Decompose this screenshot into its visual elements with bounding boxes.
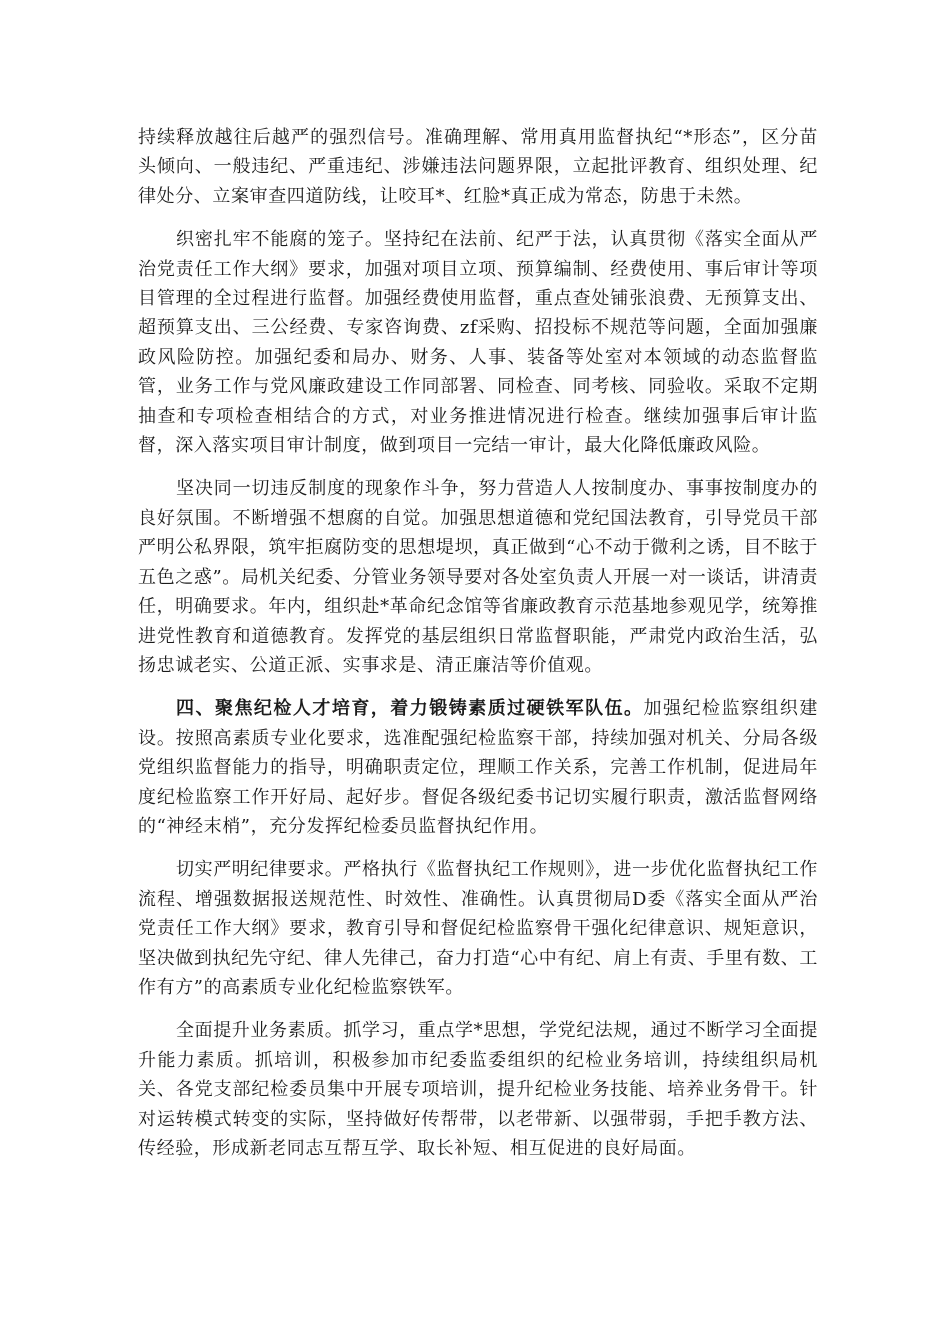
paragraph-6 bbox=[138, 1016, 818, 1163]
section-four-heading: 四、聚焦纪检人才培育，着力锻铸素质过硬铁军队伍。 bbox=[176, 698, 644, 720]
paragraph-6-text: 全面提升业务素质。抓学习，重点学*思想，学党纪法规，通过不断学习全面提升能力素质。抓培训，积极参加市纪委监委组织的纪检业务培训，持续组织局机关、各党支部纪检委员集中开展专项培训，提升纪检业务技能、培养业务骨干。针对运转模式转变的实际，坚持做好传帮带，以老带新、以强带弱，手把手教方法、传经验，形成新老同志互帮互学、取长补短、相互促进的良好局面。 bbox=[138, 1020, 818, 1159]
paragraph-4 bbox=[138, 694, 818, 841]
paragraph-5 bbox=[138, 855, 818, 1002]
paragraph-2-text: 织密扎牢不能腐的笼子。坚持纪在法前、纪严于法，认真贯彻《落实全面从严治党责任工作大纲》要求，加强对项目立项、预算编制、经费使用、事后审计等项目管理的全过程进行监督。加强经费使用监督，重点查处铺张浪费、无预算支出、超预算支出、三公经费、专家咨询费、zf采购、招投标不规范等问题，全面加强廉政风险防控。加强纪委和局办、财务、人事、装备等处室对本领域的动态监督监管，业务工作与党风廉政建设工作同部署、同检查、同考核、同验收。采取不定期抽查和专项检查相结合的方式，对业务推进情况进行检查。继续加强事后审计监督，深入落实项目审计制度，做到项目一完结一审计，最大化降低廉政风险。 bbox=[138, 229, 818, 457]
paragraph-1 bbox=[138, 123, 818, 211]
paragraph-1-text: 持续释放越往后越严的强烈信号。准确理解、常用真用监督执纪“*形态”，区分苗头倾向、一般违纪、严重违纪、涉嫌违法问题界限，立起批评教育、组织处理、纪律处分、立案审查四道防线，让咬耳*、红脸*真正成为常态，防患于未然。 bbox=[138, 127, 818, 207]
paragraph-3 bbox=[138, 474, 818, 680]
paragraph-4-text: 加强纪检监察组织建设。按照高素质专业化要求，选准配强纪检监察干部，持续加强对机关、分局各级党组织监督能力的指导，明确职责定位，理顺工作关系，完善工作机制，促进局年度纪检监察工作开好局、起好步。督促各级纪委书记切实履行职责，激活监督网络的“神经末梢”，充分发挥纪检委员监督执纪作用。 bbox=[138, 698, 818, 837]
paragraph-3-text: 坚决同一切违反制度的现象作斗争，努力营造人人按制度办、事事按制度办的良好氛围。不断增强不想腐的自觉。加强思想道德和党纪国法教育，引导党员干部严明公私界限，筑牢拒腐防变的思想堤坝，真正做到“心不动于微利之诱，目不眩于五色之惑”。局机关纪委、分管业务领导要对各处室负责人开展一对一谈话，讲清责任，明确要求。年内，组织赴*革命纪念馆等省廉政教育示范基地参观见学，统筹推进党性教育和道德教育。发挥党的基层组织日常监督职能，严肃党内政治生活，弘扬忠诚老实、公道正派、实事求是、清正廉洁等价值观。 bbox=[138, 478, 818, 676]
document-body bbox=[138, 123, 818, 1177]
paragraph-2 bbox=[138, 225, 818, 460]
paragraph-5-text: 切实严明纪律要求。严格执行《监督执纪工作规则》，进一步优化监督执纪工作流程、增强数据报送规范性、时效性、准确性。认真贯彻局D委《落实全面从严治党责任工作大纲》要求，教育引导和督促纪检监察骨干强化纪律意识、规矩意识，坚决做到执纪先守纪、律人先律己，奋力打造“心中有纪、肩上有责、手里有数、工作有方”的高素质专业化纪检监察铁军。 bbox=[138, 859, 818, 998]
